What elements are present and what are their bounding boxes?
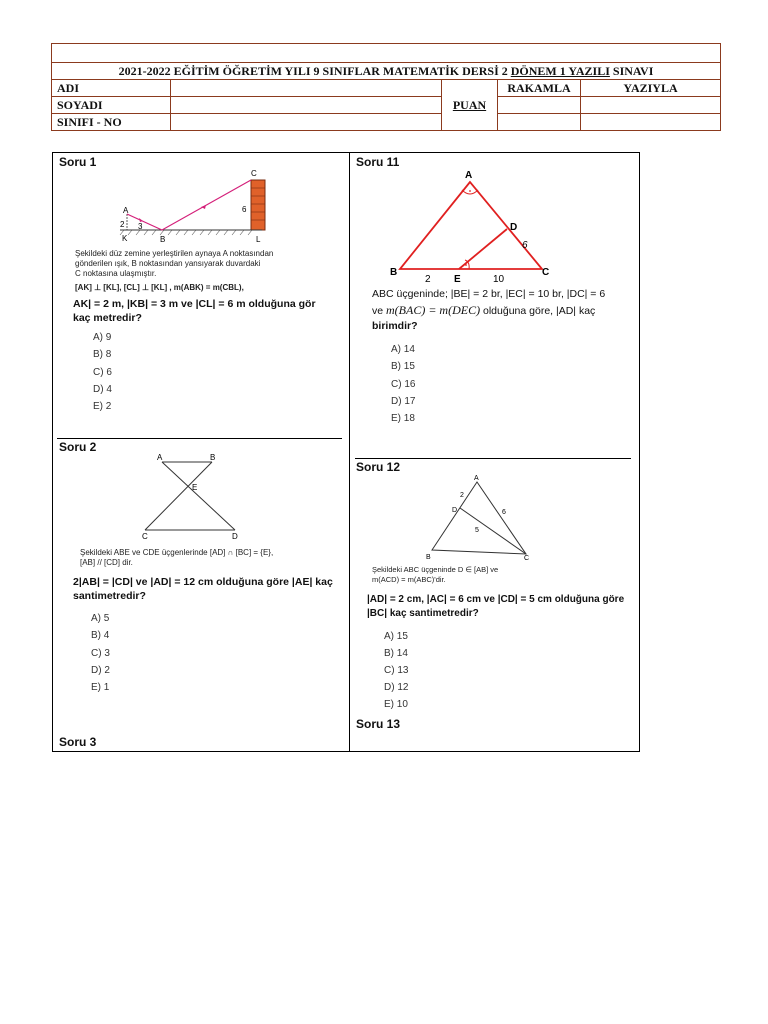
q1-condition: [AK] ⊥ [KL], [CL] ⊥ [KL] , m(ABK) = m(CBL),	[75, 283, 244, 292]
q2-label: Soru 2	[59, 440, 97, 454]
header-empty-row	[52, 44, 721, 63]
fig1-point-a: A	[123, 206, 129, 215]
q2-question-line: santimetredir?	[73, 590, 146, 602]
fig12-point-a: A	[474, 475, 479, 482]
q12-desc-line: m(ACD) = m(ABC)'dir.	[372, 575, 446, 584]
column-divider	[349, 152, 350, 751]
q11-line2	[372, 303, 638, 318]
q1-question-line: AK| = 2 m, |KB| = 3 m ve |CL| = 6 m olduğuna gör	[73, 298, 316, 310]
q11-option-a[interactable]: A) 14	[391, 344, 415, 355]
q1-options	[93, 329, 112, 415]
exam-title-pre: 2021-2022 EĞİTİM ÖĞRETİM YILI 9 SINIFLAR MATEMATİK DERSİ 2	[118, 63, 511, 78]
q2-option-c[interactable]: C) 3	[91, 647, 110, 659]
q11-option-c[interactable]: C) 16	[391, 378, 416, 390]
q12-desc-line: Şekildeki ABC üçgeninde D ∈ [AB] ve	[372, 565, 499, 574]
q2-description	[80, 548, 273, 568]
fig12-len-cd: 5	[475, 527, 479, 534]
q2-option-d[interactable]: D) 2	[91, 664, 110, 676]
q1-option-a[interactable]: A) 9	[93, 332, 112, 343]
q11-option-d[interactable]: D) 17	[391, 395, 416, 407]
q11-line3: birimdir?	[372, 320, 418, 332]
fig2-point-c: C	[142, 532, 148, 541]
label-sinifi: SINIFI - NO	[52, 114, 171, 131]
field-yaziyla[interactable]	[581, 97, 721, 114]
q1-label: Soru 1	[59, 155, 97, 169]
q11-option-b[interactable]: B) 15	[391, 361, 415, 373]
q2-option-e[interactable]: E) 1	[91, 682, 110, 694]
fig11-len-dc: 6	[522, 240, 528, 251]
q13-label: Soru 13	[356, 717, 401, 731]
exam-title-underlined: DÖNEM 1 YAZILI	[510, 63, 610, 78]
fig11-point-a: A	[465, 170, 473, 181]
fig11-len-ec: 10	[493, 274, 505, 285]
triangle-abc	[400, 182, 542, 269]
field-sinifi[interactable]	[171, 114, 442, 131]
fig12-len-ac: 6	[502, 509, 506, 516]
q12-label: Soru 12	[356, 460, 401, 474]
field-adi[interactable]	[171, 80, 442, 97]
puan-label: PUAN	[452, 97, 487, 112]
q11-option-e[interactable]: E) 18	[391, 413, 415, 425]
fig2-point-a: A	[157, 453, 163, 462]
fig1-point-l: L	[256, 235, 261, 244]
q12-options	[384, 628, 408, 713]
fig1-len-ak: 2	[120, 220, 125, 229]
q12-option-c[interactable]: C) 13	[384, 665, 409, 676]
q2-question-line: 2|AB| = |CD| ve |AD| = 12 cm olduğuna göre |AE| kaç	[73, 576, 333, 588]
q3-label: Soru 3	[59, 735, 97, 749]
fig12-point-c: C	[524, 555, 530, 562]
fig2-point-b: B	[210, 453, 216, 462]
q12-option-b[interactable]: B) 14	[384, 648, 408, 659]
q1-question	[73, 297, 349, 325]
fig2-point-e: E	[192, 483, 198, 492]
fig12-len-ad: 2	[460, 492, 464, 499]
q11-label: Soru 11	[356, 155, 400, 169]
fig1-len-cl: 6	[242, 205, 247, 214]
q1-description	[75, 249, 273, 279]
label-adi: ADI	[52, 80, 171, 97]
label-yaziyla: YAZIYLA	[581, 80, 721, 97]
wall-shape	[251, 180, 265, 230]
fig11-point-b: B	[390, 267, 398, 278]
q2-question	[73, 575, 333, 603]
q1-option-e[interactable]: E) 2	[93, 401, 112, 413]
q11-formula: m(BAC) = m(DEC)	[386, 303, 481, 317]
label-rakamla: RAKAMLA	[498, 80, 581, 97]
triangle-abc-12	[432, 482, 526, 554]
q11-line1: ABC üçgeninde; |BE| = 2 br, |EC| = 10 br, |DC| = 6	[372, 288, 606, 300]
q1-figure	[110, 168, 280, 246]
fig2-point-d: D	[232, 532, 238, 541]
q1-separator	[57, 438, 342, 439]
q12-option-a[interactable]: A) 15	[384, 631, 408, 642]
q12-option-e[interactable]: E) 10	[384, 699, 408, 710]
q1-desc-line: gönderilen ışık, B noktasından yansıyarak duvardaki	[75, 259, 261, 268]
q1-option-b[interactable]: B) 8	[93, 349, 112, 361]
q12-question-line: |BC| kaç santimetredir?	[367, 608, 479, 619]
exam-title	[52, 63, 721, 80]
q1-option-c[interactable]: C) 6	[93, 366, 112, 378]
exam-header-table	[51, 43, 721, 131]
fig1-len-kb: 3	[138, 222, 143, 231]
fig11-point-e: E	[454, 274, 461, 285]
q12-description	[372, 565, 498, 585]
q11-line2-pre: ve	[372, 305, 387, 317]
q12-figure	[420, 472, 540, 564]
q12-question	[367, 593, 638, 621]
puan-cell	[442, 80, 498, 131]
q2-desc-line: Şekildeki ABE ve CDE üçgenlerinde [AD] ∩ [BC] = {E},	[80, 548, 274, 557]
q11-separator	[355, 458, 631, 459]
q12-option-d[interactable]: D) 12	[384, 682, 409, 693]
fig11-len-be: 2	[425, 274, 431, 285]
q2-options	[91, 610, 110, 696]
q2-option-b[interactable]: B) 4	[91, 630, 110, 642]
fig1-point-b: B	[160, 235, 166, 244]
light-beam	[127, 180, 251, 230]
q2-option-a[interactable]: A) 5	[91, 613, 110, 624]
q1-option-d[interactable]: D) 4	[93, 383, 112, 395]
q1-desc-line: Şekildeki düz zemine yerleştirilen aynaya A noktasından	[75, 249, 274, 258]
q1-question-line: kaç metredir?	[73, 312, 142, 324]
field-rakamla[interactable]	[498, 97, 581, 114]
q11-options	[391, 341, 415, 427]
fig1-point-c: C	[251, 169, 257, 178]
fig12-point-b: B	[426, 554, 431, 561]
field-soyadi[interactable]	[171, 97, 442, 114]
fig11-point-c: C	[542, 267, 550, 278]
fig1-point-k: K	[122, 234, 128, 243]
segment-de	[459, 229, 507, 269]
q11-line2-post: olduğuna göre, |AD| kaç	[480, 305, 596, 317]
exam-title-post: SINAVI	[609, 63, 654, 78]
label-soyadi: SOYADI	[52, 97, 171, 114]
q1-desc-line: C noktasına ulaşmıştır.	[75, 269, 157, 278]
fig12-point-d: D	[452, 507, 458, 514]
field-rakamla-2[interactable]	[498, 114, 581, 131]
q2-figure	[140, 452, 250, 544]
q2-desc-line: [AB] // [CD] dir.	[80, 558, 133, 567]
field-yaziyla-2[interactable]	[581, 114, 721, 131]
q11-figure	[385, 168, 555, 286]
fig11-point-d: D	[510, 222, 518, 233]
q12-question-line: |AD| = 2 cm, |AC| = 6 cm ve |CD| = 5 cm olduğuna göre	[367, 594, 625, 605]
